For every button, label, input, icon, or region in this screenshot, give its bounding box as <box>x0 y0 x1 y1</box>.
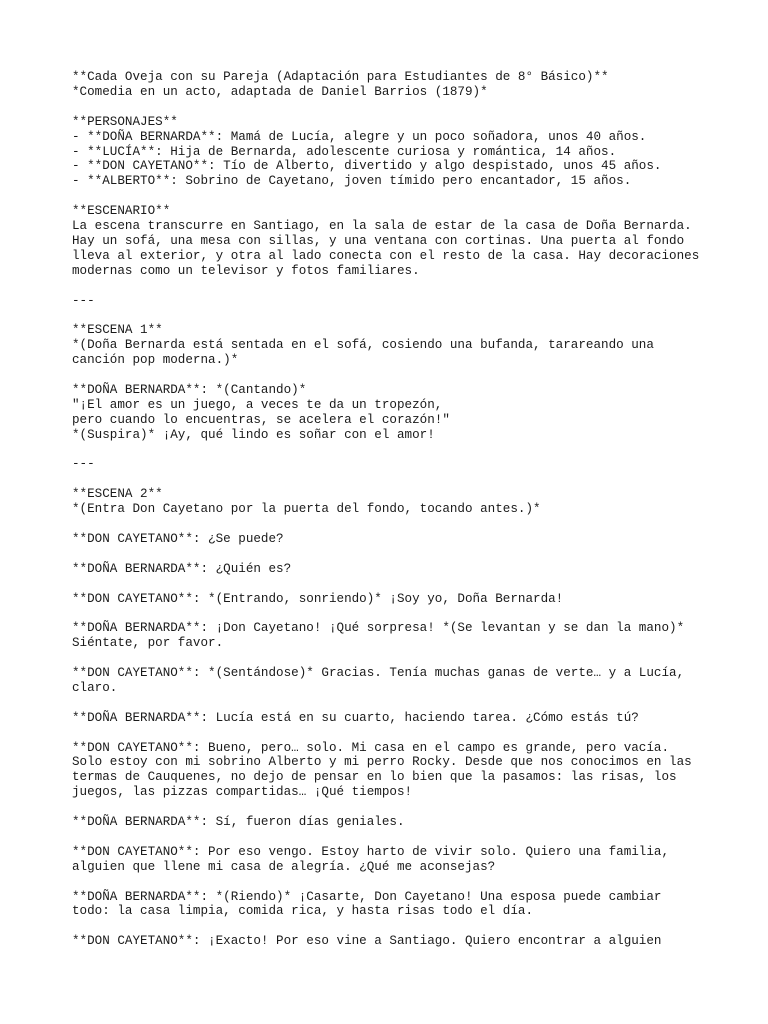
character-item: - **DOÑA BERNARDA**: Mamá de Lucía, alegre y un poco soñadora, unos 40 años. <box>72 129 647 144</box>
dialogue-line: **DOÑA BERNARDA**: ¡Don Cayetano! ¡Qué sorpresa! *(Se levantan y se dan la mano)* <box>72 621 685 636</box>
document-page <box>72 70 752 949</box>
dialogue-line: todo: la casa limpia, comida rica, y hasta risas todo el día. <box>72 904 534 919</box>
character-item: - **LUCÍA**: Hija de Bernarda, adolescente curiosa y romántica, 14 años. <box>72 144 617 159</box>
dialogue-line: **DON CAYETANO**: ¿Se puede? <box>72 531 284 546</box>
dialogue-line: **DON CAYETANO**: *(Entrando, sonriendo)* ¡Soy yo, Doña Bernarda! <box>72 591 564 606</box>
song-line: pero cuando lo encuentras, se acelera el corazón!" <box>72 412 450 427</box>
dialogue-line: juegos, las pizzas compartidas… ¡Qué tiempos! <box>72 785 413 800</box>
setting-line: modernas como un televisor y fotos familiares. <box>72 263 420 278</box>
dialogue-line: **DOÑA BERNARDA**: Lucía está en su cuarto, haciendo tarea. ¿Cómo estás tú? <box>72 710 639 725</box>
setting-line: lleva al exterior, y otra al lado conecta con el resto de la casa. Hay decoraciones <box>72 248 700 263</box>
dialogue-line: alguien que llene mi casa de alegría. ¿Qué me aconsejas? <box>72 859 496 874</box>
dialogue-line: *(Suspira)* ¡Ay, qué lindo es soñar con el amor! <box>72 427 435 442</box>
dialogue-line: **DOÑA BERNARDA**: ¿Quién es? <box>72 561 292 576</box>
document-subtitle: *Comedia en un acto, adaptada de Daniel Barrios (1879)* <box>72 84 488 99</box>
section-separator: --- <box>72 293 95 308</box>
section-separator: --- <box>72 457 95 472</box>
character-item: - **DON CAYETANO**: Tío de Alberto, divertido y algo despistado, unos 45 años. <box>72 159 662 174</box>
dialogue-line: **DOÑA BERNARDA**: Sí, fueron días geniales. <box>72 815 405 830</box>
setting-line: Hay un sofá, una mesa con sillas, y una ventana con cortinas. Una puerta al fondo <box>72 233 685 248</box>
scene-2-heading: **ESCENA 2** <box>72 487 163 502</box>
dialogue-line: **DON CAYETANO**: ¡Exacto! Por eso vine a Santiago. Quiero encontrar a alguien <box>72 934 662 949</box>
character-item: - **ALBERTO**: Sobrino de Cayetano, joven tímido pero encantador, 15 años. <box>72 174 632 189</box>
stage-direction: canción pop moderna.)* <box>72 353 239 368</box>
document-title: **Cada Oveja con su Pareja (Adaptación para Estudiantes de 8° Básico)** <box>72 70 609 84</box>
setting-heading: **ESCENARIO** <box>72 204 171 219</box>
dialogue-line: claro. <box>72 680 118 695</box>
characters-heading: **PERSONAJES** <box>72 114 178 129</box>
dialogue-line: Solo estoy con mi sobrino Alberto y mi perro Rocky. Desde que nos conocimos en las <box>72 755 692 770</box>
stage-direction: *(Doña Bernarda está sentada en el sofá, cosiendo una bufanda, tarareando una <box>72 338 654 353</box>
dialogue-line: **DOÑA BERNARDA**: *(Cantando)* <box>72 382 307 397</box>
dialogue-line: **DON CAYETANO**: Bueno, pero… solo. Mi casa en el campo es grande, pero vacía. <box>72 740 670 755</box>
song-line: "¡El amor es un juego, a veces te da un tropezón, <box>72 397 443 412</box>
scene-1-heading: **ESCENA 1** <box>72 323 163 338</box>
dialogue-line: Siéntate, por favor. <box>72 636 224 651</box>
setting-line: La escena transcurre en Santiago, en la sala de estar de la casa de Doña Bernarda. <box>72 219 692 234</box>
dialogue-line: termas de Cauquenes, no dejo de pensar en lo bien que la pasamos: las risas, los <box>72 770 677 785</box>
stage-direction: *(Entra Don Cayetano por la puerta del fondo, tocando antes.)* <box>72 502 541 517</box>
dialogue-line: **DON CAYETANO**: *(Sentándose)* Gracias. Tenía muchas ganas de verte… y a Lucía, <box>72 666 685 681</box>
dialogue-line: **DOÑA BERNARDA**: *(Riendo)* ¡Casarte, Don Cayetano! Una esposa puede cambiar <box>72 889 662 904</box>
dialogue-line: **DON CAYETANO**: Por eso vengo. Estoy harto de vivir solo. Quiero una familia, <box>72 844 670 859</box>
